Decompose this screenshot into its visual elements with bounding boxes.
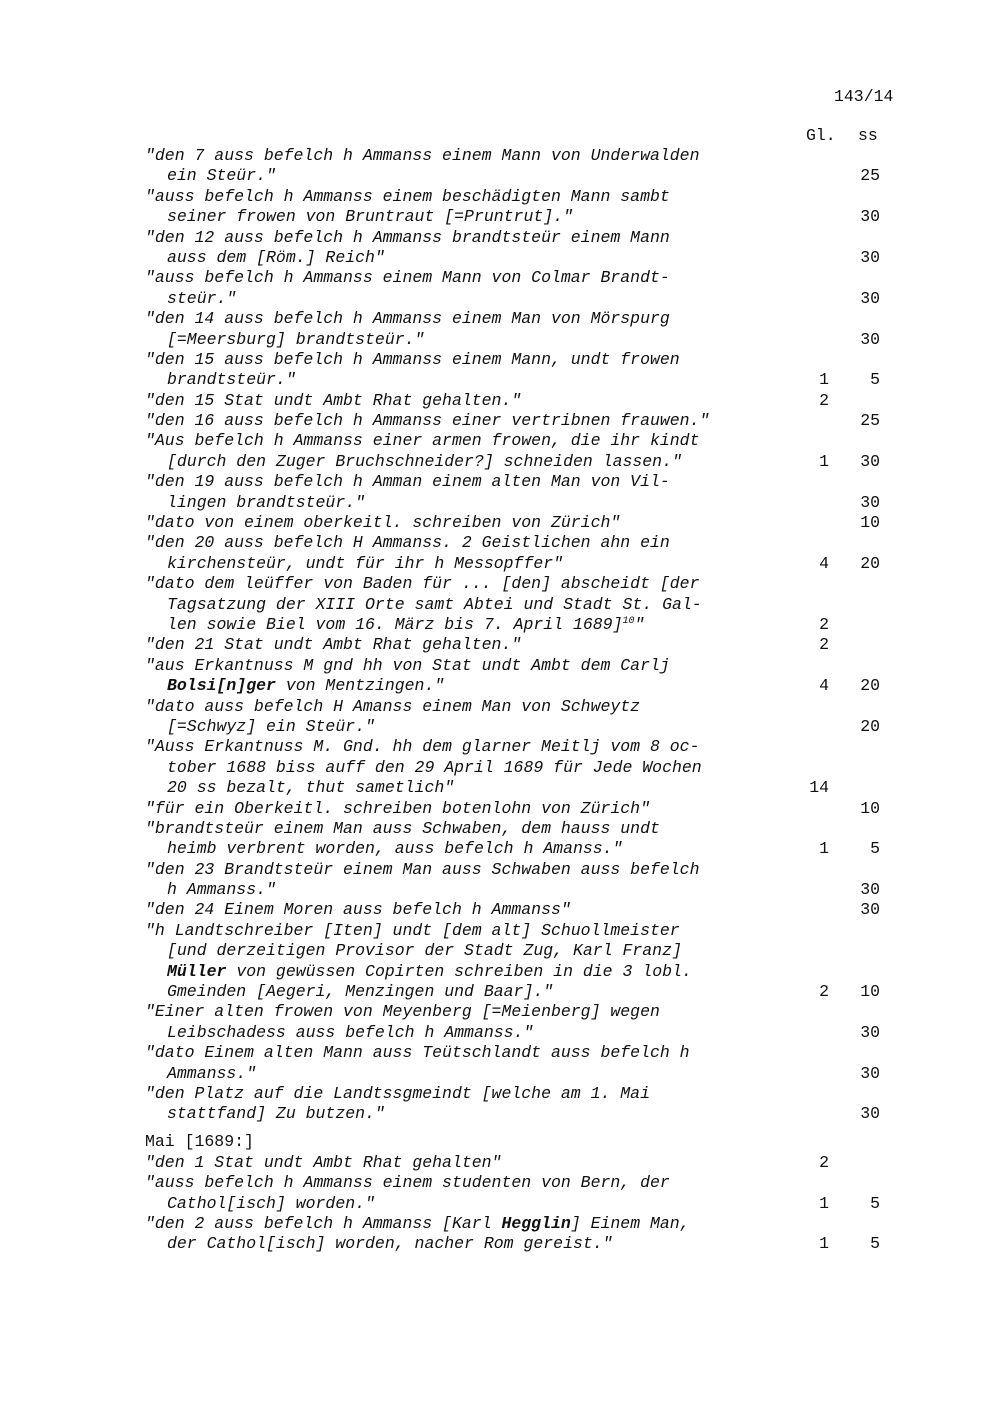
entry-line — [145, 1104, 905, 1124]
entry-line — [145, 391, 905, 411]
entry-line — [145, 330, 905, 350]
entry-text: "den 15 Stat undt Ambt Rhat gehalten." — [145, 390, 522, 410]
column-header-gulden: Gl. — [806, 126, 836, 145]
entry-text: "für ein Oberkeitl. schreiben botenlohn von Zürich" — [145, 798, 650, 818]
entry-text: "den 15 auss befelch h Ammanss einem Mann, undt frowen — [145, 349, 680, 369]
entry-line — [145, 595, 905, 615]
amount-schilling: 30 — [860, 451, 880, 471]
entry-line — [145, 676, 905, 696]
ledger-entry — [145, 635, 905, 655]
entry-line — [145, 941, 905, 961]
entry-line — [145, 513, 905, 533]
column-header — [806, 125, 896, 147]
entry-line — [145, 737, 905, 757]
ledger-entry — [145, 513, 905, 533]
entry-line — [145, 982, 905, 1002]
amount-schilling: 30 — [860, 1063, 880, 1083]
entry-line — [145, 574, 905, 594]
entry-line — [145, 1194, 905, 1214]
entry-text: auss dem [Röm.] Reich" — [167, 247, 385, 267]
amount-schilling: 5 — [870, 370, 880, 390]
amount-gulden: 2 — [819, 614, 829, 634]
entry-line — [145, 533, 905, 553]
entry-line — [145, 207, 905, 227]
entry-text: "aus Erkantnuss M gnd hh von Stat undt Ambt dem Carlj — [145, 655, 670, 675]
entry-text: "den Platz auf die Landtssgmeindt [welche am 1. Mai — [145, 1083, 650, 1103]
entry-text: "den 24 Einem Moren auss befelch h Ammanss" — [145, 900, 571, 920]
amount-schilling: 30 — [860, 492, 880, 512]
amount-gulden: 2 — [819, 982, 829, 1002]
entry-line — [145, 921, 905, 941]
entry-text: "dato auss befelch H Amanss einem Man von Schweytz — [145, 696, 641, 716]
entry-text: lingen brandtsteür." — [167, 492, 366, 512]
amount-gulden: 1 — [819, 370, 829, 390]
ledger-entry — [145, 921, 905, 1003]
amount-schilling: 30 — [860, 880, 880, 900]
ledger-entry — [145, 819, 905, 860]
entry-text: "den 14 auss befelch h Ammanss einem Man von Mörspurg — [145, 309, 670, 329]
entry-line — [145, 228, 905, 248]
entry-text: "den 19 auss befelch h Amman einem alten Man von Vil- — [145, 472, 670, 492]
ledger-entry — [145, 187, 905, 228]
ledger-entry — [145, 799, 905, 819]
entry-text: Bolsi[n]ger von Mentzingen." — [167, 676, 445, 696]
entry-text: steür." — [167, 288, 237, 308]
ledger-entry — [145, 472, 905, 513]
ledger-entry — [145, 737, 905, 798]
ledger-entry — [145, 350, 905, 391]
person-name: Müller — [167, 961, 227, 981]
amount-gulden: 1 — [819, 1193, 829, 1213]
ledger-entry — [145, 697, 905, 738]
entry-text: "auss befelch h Ammanss einem studenten von Bern, der — [145, 1173, 670, 1193]
entry-line — [145, 248, 905, 268]
ledger-entry — [145, 1084, 905, 1125]
entry-line — [145, 758, 905, 778]
may-entries — [145, 1153, 905, 1255]
amount-schilling: 10 — [860, 982, 880, 1002]
amount-schilling: 25 — [860, 166, 880, 186]
entry-text: h Ammanss." — [167, 880, 276, 900]
entry-line — [145, 900, 905, 920]
entry-line — [145, 431, 905, 451]
entry-text: stattfand] Zu butzen." — [167, 1104, 385, 1124]
ledger-entry — [145, 411, 905, 431]
entry-text: Gmeinden [Aegeri, Menzingen und Baar]." — [167, 982, 554, 1002]
amount-schilling: 30 — [860, 1022, 880, 1042]
amount-schilling: 25 — [860, 411, 880, 431]
entry-text: "auss befelch h Ammanss einem Mann von Colmar Brandt- — [145, 268, 670, 288]
entry-line — [145, 1023, 905, 1043]
amount-schilling: 20 — [860, 676, 880, 696]
amount-schilling: 5 — [870, 839, 880, 859]
entry-text: "den 2 auss befelch h Ammanss [Karl Hegglin] Einem Man, — [145, 1213, 690, 1233]
entry-text: "dato dem leüffer von Baden für ... [den] abscheidt [der — [145, 574, 700, 594]
amount-gulden: 1 — [819, 839, 829, 859]
ledger-entry — [145, 1002, 905, 1043]
entry-text: "den 16 auss befelch h Ammanss einer vertribnen frauwen." — [145, 411, 710, 431]
entry-line — [145, 411, 905, 431]
ledger-entry — [145, 146, 905, 187]
ledger-entry — [145, 656, 905, 697]
ledger-entry — [145, 860, 905, 901]
ledger-entries — [145, 146, 905, 1255]
amount-schilling: 10 — [860, 798, 880, 818]
column-header-schilling: ss — [858, 126, 878, 145]
entry-text: "den 23 Brandtsteür einem Man auss Schwaben auss befelch — [145, 859, 700, 879]
entry-text: der Cathol[isch] worden, nacher Rom gereist." — [167, 1234, 613, 1254]
entry-line — [145, 350, 905, 370]
entry-line — [145, 819, 905, 839]
entry-line — [145, 309, 905, 329]
entry-line — [145, 697, 905, 717]
amount-schilling: 30 — [860, 900, 880, 920]
amount-schilling: 20 — [860, 553, 880, 573]
entry-line — [145, 839, 905, 859]
amount-schilling: 10 — [860, 513, 880, 533]
ledger-entry — [145, 533, 905, 574]
amount-schilling: 30 — [860, 329, 880, 349]
entry-text: "den 20 auss befelch H Ammanss. 2 Geistlichen ahn ein — [145, 533, 670, 553]
april-entries — [145, 146, 905, 1125]
page-number: 143/14 — [834, 87, 894, 106]
ledger-entry — [145, 268, 905, 309]
amount-schilling: 30 — [860, 288, 880, 308]
entry-text: Leibschadess auss befelch h Ammanss." — [167, 1022, 534, 1042]
ledger-entry — [145, 1153, 905, 1173]
entry-line — [145, 1234, 905, 1254]
entry-line — [145, 1002, 905, 1022]
entry-line — [145, 187, 905, 207]
entry-line — [145, 799, 905, 819]
entry-text: heimb verbrent worden, auss befelch h Amanss." — [167, 839, 623, 859]
entry-text: kirchensteür, undt für ihr h Messopffer" — [167, 553, 564, 573]
entry-line — [145, 1084, 905, 1104]
entry-text: Müller von gewüssen Copirten schreiben in die 3 lobl. — [167, 961, 692, 981]
entry-text: Cathol[isch] worden." — [167, 1193, 375, 1213]
amount-gulden: 2 — [819, 1152, 829, 1172]
amount-gulden: 14 — [809, 778, 829, 798]
amount-gulden: 2 — [819, 635, 829, 655]
amount-schilling: 30 — [860, 207, 880, 227]
entry-text: len sowie Biel vom 16. März bis 7. April 1689]$^{10}$" — [167, 614, 645, 634]
entry-text: [=Meersburg] brandtsteür." — [167, 329, 425, 349]
entry-line — [145, 778, 905, 798]
ledger-entry — [145, 1214, 905, 1255]
entry-text: "h Landtschreiber [Iten] undt [dem alt] Schuollmeister — [145, 920, 680, 940]
entry-text: "Aus befelch h Ammanss einer armen frowen, die ihr kindt — [145, 431, 700, 451]
person-name: Hegglin — [501, 1213, 571, 1233]
entry-text: "den 1 Stat undt Ambt Rhat gehalten" — [145, 1152, 502, 1172]
entry-line — [145, 717, 905, 737]
ledger-entry — [145, 309, 905, 350]
entry-text: "brandtsteür einem Man auss Schwaben, dem hauss undt — [145, 818, 660, 838]
amount-schilling: 20 — [860, 716, 880, 736]
ledger-entry — [145, 900, 905, 920]
entry-line — [145, 370, 905, 390]
ledger-entry — [145, 1173, 905, 1214]
entry-text: "Auss Erkantnuss M. Gnd. hh dem glarner Meitlj vom 8 oc- — [145, 737, 700, 757]
entry-text: "Einer alten frowen von Meyenberg [=Meienberg] wegen — [145, 1002, 660, 1022]
entry-text: "den 21 Stat undt Ambt Rhat gehalten." — [145, 635, 522, 655]
entry-line — [145, 472, 905, 492]
ledger-entry — [145, 431, 905, 472]
amount-schilling: 30 — [860, 1104, 880, 1124]
entry-line — [145, 554, 905, 574]
entry-text: Tagsatzung der XIII Orte samt Abtei und Stadt St. Gal- — [167, 594, 702, 614]
entry-line — [145, 880, 905, 900]
entry-line — [145, 1064, 905, 1084]
entry-line — [145, 452, 905, 472]
entry-line — [145, 268, 905, 288]
entry-text: 20 ss bezalt, thut sametlich" — [167, 778, 455, 798]
entry-line — [145, 1153, 905, 1173]
ledger-entry — [145, 228, 905, 269]
entry-text: [=Schwyz] ein Steür." — [167, 716, 375, 736]
entry-text: "den 7 auss befelch h Ammanss einem Mann von Underwalden — [145, 146, 700, 165]
person-name: Bolsi[n]ger — [167, 676, 276, 696]
entry-line — [145, 146, 905, 166]
entry-line — [145, 656, 905, 676]
entry-text: ein Steür." — [167, 166, 276, 186]
entry-text: "auss befelch h Ammanss einem beschädigten Mann sambt — [145, 186, 670, 206]
entry-line — [145, 1214, 905, 1234]
entry-text: [und derzeitigen Provisor der Stadt Zug, Karl Franz] — [167, 941, 682, 961]
amount-schilling: 30 — [860, 247, 880, 267]
entry-text: "dato von einem oberkeitl. schreiben von Zürich" — [145, 513, 621, 533]
entry-text: "den 12 auss befelch h Ammanss brandtsteür einem Mann — [145, 227, 670, 247]
amount-gulden: 4 — [819, 676, 829, 696]
section-heading-mai: Mai [1689:] — [145, 1131, 254, 1151]
footnote-marker: 10 — [622, 615, 635, 627]
entry-text: brandtsteür." — [167, 370, 296, 390]
amount-schilling: 5 — [870, 1193, 880, 1213]
entry-text: seiner frowen von Bruntraut [=Pruntrut]." — [167, 207, 573, 227]
ledger-entry — [145, 574, 905, 635]
amount-gulden: 4 — [819, 553, 829, 573]
entry-line — [145, 1173, 905, 1193]
ledger-entry — [145, 1043, 905, 1084]
entry-line — [145, 962, 905, 982]
amount-gulden: 2 — [819, 390, 829, 410]
entry-line — [145, 166, 905, 186]
entry-line — [145, 615, 905, 635]
entry-line — [145, 635, 905, 655]
amount-gulden: 1 — [819, 451, 829, 471]
entry-text: [durch den Zuger Bruchschneider?] schneiden lassen." — [167, 451, 682, 471]
entry-text: tober 1688 biss auff den 29 April 1689 für Jede Wochen — [167, 757, 702, 777]
entry-line — [145, 1043, 905, 1063]
entry-line — [145, 860, 905, 880]
entry-text: "dato Einem alten Mann auss Teütschlandt auss befelch h — [145, 1043, 690, 1063]
entry-text: Ammanss." — [167, 1063, 257, 1083]
amount-schilling: 5 — [870, 1234, 880, 1254]
amount-gulden: 1 — [819, 1234, 829, 1254]
ledger-entry — [145, 391, 905, 411]
entry-line — [145, 493, 905, 513]
entry-line — [145, 289, 905, 309]
